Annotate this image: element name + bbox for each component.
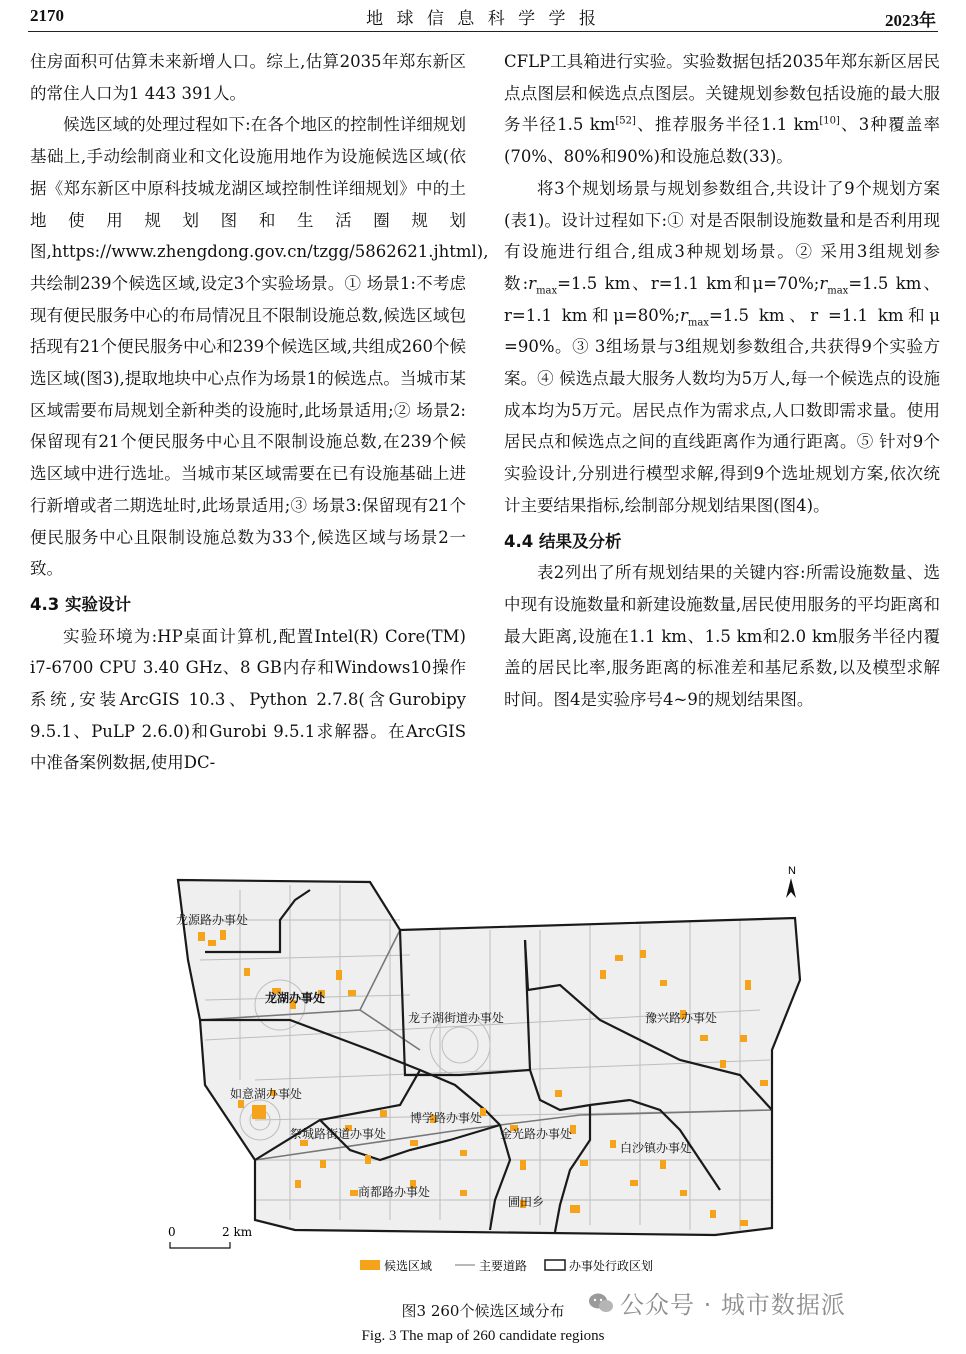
watermark [588,1285,846,1320]
citation-10: [10] [819,115,840,127]
district-label-putian: 圃田乡 [508,1195,545,1209]
north-label: N [788,865,796,877]
header-rule [28,31,938,32]
section-heading-4-4: 4.4 结果及分析 [504,531,622,551]
figure-caption-en: Fig. 3 The map of 260 candidate regions [361,1328,605,1344]
district-label-jichenglu: 祭城路街道办事处 [290,1127,387,1141]
district-label-jinguanglu: 金光路办事处 [500,1127,573,1141]
wechat-icon [588,1292,614,1320]
district-label-boxuelu: 博学路办事处 [410,1111,483,1125]
scale-zero-label: 0 [168,1225,176,1239]
figure-caption-cn: 图3 260个候选区域分布 [401,1302,565,1320]
figure-3-map [160,860,810,1280]
paragraph-design: 将3个规划场景与规划参数组合,共设计了9个规划方案(表1)。设计过程如下:① 对是否限制设施数量和是否利用现有设施进行组合,组成3种规划场景。② 采用3组规划参数$:r_{max}=1.5$ km、r=1.1 km和$\mu=70\%;r_{max}=1.5$ km、r=1.1 km和$\mu=80\%;r_{max}=1.5$ km、r =1.1 km和μ =90%。③ 3组场景与3组规划参数组合,共获得9个实验方案。④ 候选点最大服务人数均为5万人,每一个候选点的设施成本均为5万元。居民点作为需求点,人口数即需求量。使用居民点和候选点之间的直线距离作为通行距离。⑤ 针对9个实验设计,分别进行模型求解,得到9个选址规划方案,依次统计主要结果指标,绘制部分规划结果图(图4)。 [504,178,941,515]
district-label-baishazhen: 白沙镇办事处 [620,1141,693,1155]
district-label-longzihu: 龙子湖街道办事处 [408,1011,505,1025]
district-label-longhu: 龙湖办事处 [265,991,326,1005]
legend-candidate-label: 候选区域 [384,1259,433,1273]
journal-title: 地 球 信 息 科 学 学 报 [366,9,600,29]
section-heading-4-3: 4.3 实验设计 [30,594,131,614]
legend-road-label: 主要道路 [479,1259,528,1273]
district-label-ruyihu: 如意湖办事处 [230,1087,303,1101]
publication-year: 2023年 [885,11,936,30]
legend-candidate-swatch [360,1260,380,1270]
paragraph-results: 表2列出了所有规划结果的关键内容:所需设施数量、选中现有设施数量和新建设施数量,居民使用服务的平均距离和最大距离,设施在1.1 km、1.5 km和2.0 km服务半径内覆盖的居民比率,服务距离的标准差和基尼系数,以及模型求解时间。图4是实验序号4~9的规划结果图。 [504,563,940,710]
watermark-text: 公众号 · 城市数据派 [620,1291,846,1319]
paragraph-cflp: CFLP工具箱进行实验。实验数据包括2035年郑东新区居民点点图层和候选点点图层。关键规划参数包括设施的最大服务半径1.5 km[52]、推荐服务半径1.1 km[10]、3种覆盖率(70%、80%和90%)和设施总数(33)。 [504,52,940,167]
left-column [30,46,489,779]
district-label-shangdulu: 商都路办事处 [358,1185,431,1199]
district-label-yuxinglu: 豫兴路办事处 [645,1011,718,1025]
legend-boundary-label: 办事处行政区划 [569,1259,654,1273]
right-column [504,46,940,716]
paragraph-population: 住房面积可估算未来新增人口。综上,估算2035年郑东新区的常住人口为1 443 391人。 [30,52,466,103]
paragraph-candidate-regions: 候选区域的处理过程如下:在各个地区的控制性详细规划基础上,手动绘制商业和文化设施用地作为设施候选区域(依据《郑东新区中原科技城龙湖区域控制性详细规划》中的土地使用规划图和生活圈规划图,https://www.zhengdong.gov.cn/tzgg/5862621.jhtml),共绘制239个候选区域,设定3个实验场景。① 场景1:不考虑现有便民服务中心的布局情况且不限制设施总数,候选区域包括现有21个便民服务中心和239个候选区域,共组成260个候选区域(图3),提取地块中心点作为场景1的候选点。当城市某区域需要布局规划全新种类的设施时,此场景适用;② 场景2:保留现有21个便民服务中心且不限制设施总数,在239个候选区域中进行选址。当城市某区域需要在已有设施基础上进行新增或者二期选址时,此场景适用;③ 场景3:保留现有21个便民服务中心且限制设施总数为33个,候选区域与场景2一致。 [30,115,489,579]
citation-52: [52] [615,115,636,127]
district-label-longyuan: 龙源路办事处 [176,913,249,927]
scale-distance-label: 2 km [222,1225,253,1239]
page-header [0,0,966,32]
paragraph-environment: 实验环境为:HP桌面计算机,配置Intel(R) Core(TM) i7-6700 CPU 3.40 GHz、8 GB内存和Windows10操作系统,安装ArcGIS 10.3、Python 2.7.8(含Gurobipy 9.5.1、PuLP 2.6.0)和Gurobi 9.5.1求解器。在ArcGIS中准备案例数据,使用DC- [30,626,466,773]
page-number: 2170 [30,6,64,25]
